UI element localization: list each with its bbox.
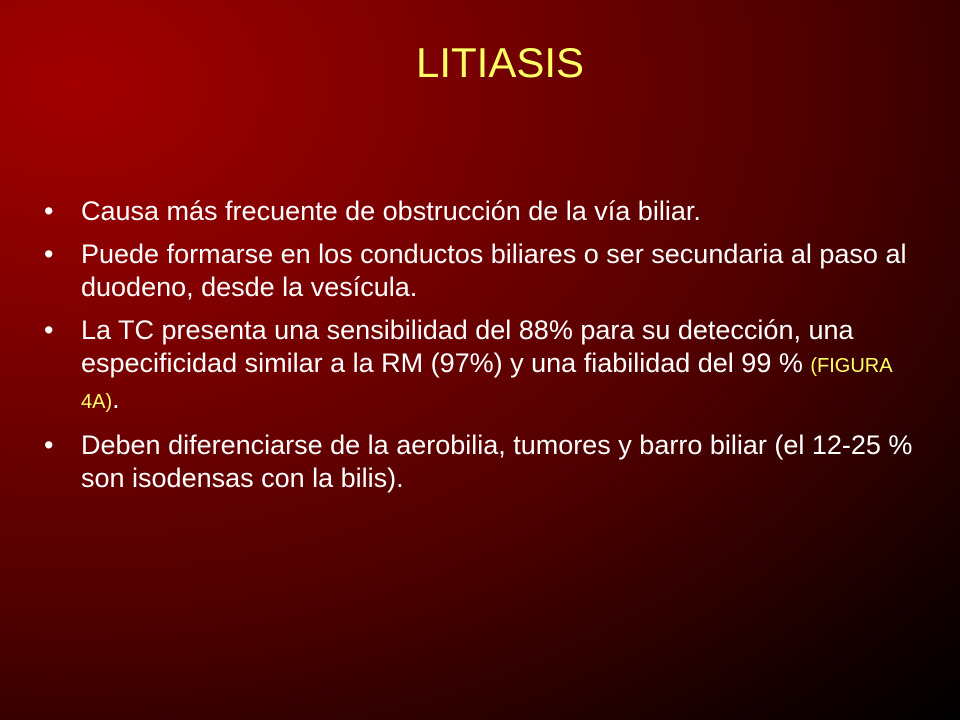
bullet-text: Deben diferenciarse de la aerobilia, tumores y barro biliar (el 12-25 % son isodensas con la bilis). [81,430,913,493]
bullet-item [44,195,934,228]
bullet-icon: • [44,315,54,345]
bullet-icon: • [44,196,54,226]
bullet-list [44,195,934,505]
bullet-suffix: . [112,384,120,414]
bullet-icon: • [44,239,54,269]
bullet-text: Causa más frecuente de obstrucción de la vía biliar. [81,196,701,226]
bullet-item [44,238,934,304]
bullet-text-with-reference [81,314,934,419]
bullet-text: La TC presenta una sensibilidad del 88% para su detección, una especificidad similar a la RM (97%) y una fiabilidad del 99 % [81,315,854,378]
bullet-item [44,314,934,419]
figure-reference-link: (FIGURA 4A) [81,355,892,413]
bullet-icon: • [44,430,54,460]
slide-title: LITIASIS [415,39,585,86]
bullet-text: Puede formarse en los conductos biliares o ser secundaria al paso al duodeno, desde la vesícula. [81,239,907,302]
bullet-item [44,429,934,495]
